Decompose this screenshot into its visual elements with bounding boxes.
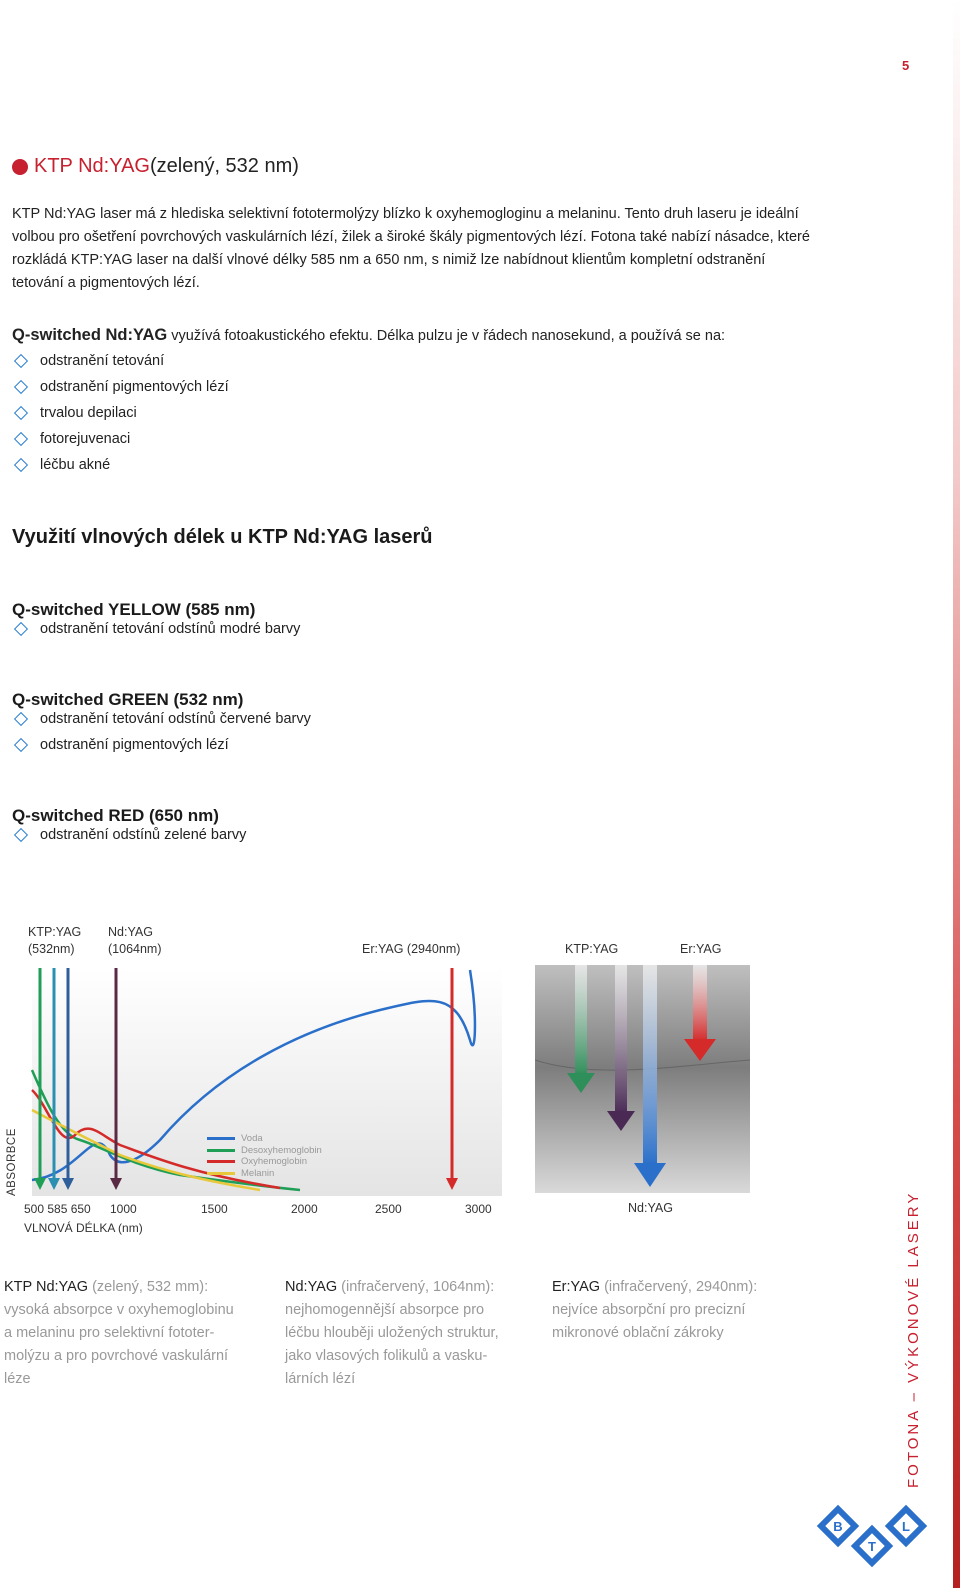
qswitched-list [12, 348, 229, 478]
figure-label-ktp-1: KTP:YAG [28, 925, 82, 939]
logo-letter: B [833, 1519, 843, 1534]
caption-line: molýzu a pro povrchové vaskulární [4, 1348, 229, 1364]
caption-line: léčbu hlouběji uložených struktur, [285, 1325, 499, 1341]
list-item-text: odstranění pigmentových lézí [40, 379, 229, 395]
caption-line: mikronové oblační zákroky [552, 1325, 724, 1341]
legend-item [207, 1168, 322, 1180]
legend-swatch [207, 1172, 235, 1175]
legend-label: Voda [241, 1133, 263, 1145]
diamond-bullet-icon [14, 432, 28, 446]
deep-beam-body [643, 965, 657, 1165]
list-item [12, 732, 311, 758]
green-list [12, 706, 311, 758]
caption-head [4, 1276, 274, 1299]
legend-item [207, 1133, 322, 1145]
nd-beam-body [615, 965, 627, 1113]
footer-caption-ktp [4, 1276, 274, 1391]
x-tick: 500 585 650 [24, 1202, 91, 1216]
caption-bold: KTP Nd:YAG [4, 1279, 89, 1295]
red-title: Q-switched RED (650 nm) [12, 806, 219, 825]
caption-line: lárních lézí [285, 1371, 356, 1387]
figure-label-nd-1: Nd:YAG [108, 925, 153, 939]
caption-bold: Er:YAG [552, 1279, 601, 1295]
logo-letter: L [902, 1519, 910, 1534]
caption-line: jako vlasových folikulů a vasku- [285, 1348, 488, 1364]
logo-letter: T [868, 1539, 876, 1554]
side-vertical-title: FOTONA – VÝKONOVÉ LASERY [905, 1190, 922, 1488]
list-item [12, 616, 300, 642]
section-title: Využití vlnových délek u KTP Nd:YAG laserů [12, 526, 433, 548]
diamond-bullet-icon [14, 406, 28, 420]
intro-paragraph: KTP Nd:YAG laser má z hlediska selektivní fototermolýzy blízko k oxyhemogloginu a melaninu. Tento druh laseru je ideální volbou pro ošetření povrchových vaskulárních lézí, žilek a široké škály pigmentových lézí. Fotona také nabízí násadce, které rozkládá KTP:YAG laser na další vlnové délky 585 nm a 650 nm, s nimiž lze nabídnout klientům kompletní odstranění tetování a pigmentových lézí. [12, 206, 810, 291]
list-item [12, 374, 229, 400]
x-tick: 3000 [465, 1202, 492, 1216]
diamond-bullet-icon [14, 712, 28, 726]
x-tick: 1000 [110, 1202, 137, 1216]
caption-line: vysoká absorpce v oxyhemoglobinu [4, 1302, 234, 1318]
legend-swatch [207, 1149, 235, 1152]
list-item [12, 426, 229, 452]
caption-head [285, 1276, 545, 1299]
green-title: Q-switched GREEN (532 nm) [12, 690, 244, 709]
caption-text: (infračervený, 2940nm): [600, 1279, 758, 1295]
list-item [12, 706, 311, 732]
list-item-text: odstranění tetování [40, 353, 165, 369]
footer-caption-nd [285, 1276, 545, 1391]
legend-swatch [207, 1160, 235, 1163]
caption-bold: Nd:YAG [285, 1279, 338, 1295]
page-edge-bar [953, 0, 960, 1588]
tissue-label-er: Er:YAG [680, 942, 722, 956]
bullet-dot-icon [12, 159, 28, 175]
x-axis-label: VLNOVÁ DÉLKA (nm) [24, 1221, 143, 1235]
caption-text: (zelený, 532 mm): [88, 1279, 209, 1295]
er-beam-body [693, 965, 707, 1041]
list-item-text: trvalou depilaci [40, 405, 137, 421]
legend-label: Desoxyhemoglobin [241, 1144, 322, 1156]
caption-line: léze [4, 1371, 31, 1387]
qswitched-bold: Q-switched Nd:YAG [12, 326, 168, 344]
figure-label-er: Er:YAG (2940nm) [362, 942, 461, 956]
list-item-text: odstranění pigmentových lézí [40, 737, 229, 753]
yellow-title: Q-switched YELLOW (585 nm) [12, 600, 256, 619]
list-item-text: odstranění tetování odstínů modré barvy [40, 621, 301, 637]
figure-label-nd-2: (1064nm) [108, 942, 162, 956]
chart-legend [207, 1133, 322, 1179]
tissue-label-nd: Nd:YAG [628, 1201, 673, 1215]
caption-line: a melaninu pro selektivní fototer- [4, 1325, 215, 1341]
figure-label-nd [108, 924, 162, 958]
caption-text: (infračervený, 1064nm): [337, 1279, 495, 1295]
ktp-heading-main: KTP Nd:YAG [34, 155, 150, 177]
qswitched-text: využívá fotoakustického efektu. Délka pulzu je v řádech nanosekund, a používá se na: [167, 328, 726, 344]
tissue-label-ktp: KTP:YAG [565, 942, 619, 956]
diamond-bullet-icon [14, 622, 28, 636]
list-item [12, 348, 229, 374]
x-tick: 1500 [201, 1202, 228, 1216]
tissue-penetration-graphic [535, 965, 750, 1195]
list-item [12, 822, 246, 848]
legend-label: Oxyhemoglobin [241, 1156, 308, 1168]
figure-label-ktp [28, 924, 81, 958]
red-list [12, 822, 246, 848]
list-item [12, 452, 229, 478]
list-item-text: léčbu akné [40, 457, 111, 473]
diamond-bullet-icon [14, 458, 28, 472]
x-tick: 2500 [375, 1202, 402, 1216]
caption-line: nejvíce absorpční pro precizní [552, 1302, 746, 1318]
list-item-text: fotorejuvenaci [40, 431, 131, 447]
qswitched-intro [12, 326, 725, 345]
x-tick: 2000 [291, 1202, 318, 1216]
caption-line: nejhomogennější absorpce pro [285, 1302, 485, 1318]
ktp-heading-rest: (zelený, 532 nm) [149, 155, 299, 177]
y-axis-label: ABSORBCE [6, 1128, 18, 1196]
diamond-bullet-icon [14, 354, 28, 368]
diamond-bullet-icon [14, 828, 28, 842]
skin-block [535, 965, 750, 1193]
btl-logo [812, 1500, 932, 1574]
footer-caption-er [552, 1276, 812, 1345]
caption-head [552, 1276, 812, 1299]
diamond-bullet-icon [14, 738, 28, 752]
ktp-beam-body [575, 965, 587, 1075]
page-number: 5 [902, 58, 910, 73]
diamond-bullet-icon [14, 380, 28, 394]
legend-swatch [207, 1137, 235, 1140]
list-item-text: odstranění odstínů zelené barvy [40, 827, 247, 843]
ktp-heading [12, 155, 299, 178]
legend-label: Melanin [241, 1167, 275, 1179]
yellow-list [12, 616, 300, 642]
figure-label-ktp-2: (532nm) [28, 942, 75, 956]
list-item-text: odstranění tetování odstínů červené barvy [40, 711, 311, 727]
list-item [12, 400, 229, 426]
legend-item [207, 1156, 322, 1168]
legend-item [207, 1145, 322, 1157]
